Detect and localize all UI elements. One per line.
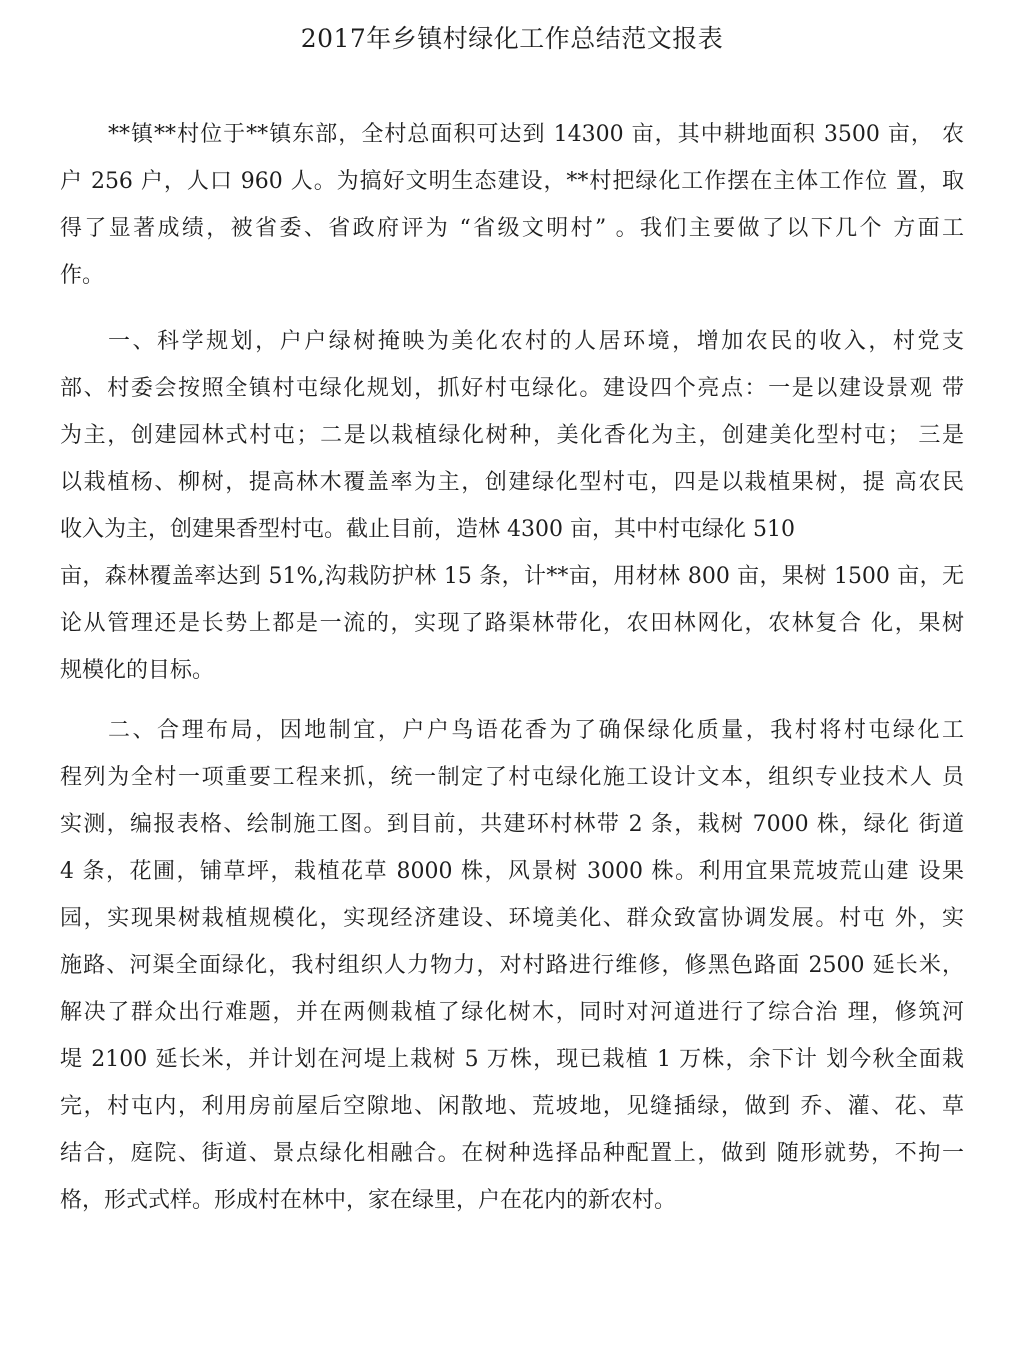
paragraph-line: 施路、河渠全面绿化，我村组织人力物力，对村路进行维修，修黑色路面 2500 延长米， [60,953,964,978]
paragraph-line: 一、科学规划，户户绿树掩映为美化农村的人居环境，增加农民的收入，村党支 [108,329,964,354]
paragraph-line: 以栽植杨、柳树，提高林木覆盖率为主，创建绿化型村屯，四是以栽植果树，提 高农民 [60,470,964,495]
paragraph-line: 二、合理布局，因地制宜，户户鸟语花香为了确保绿化质量，我村将村屯绿化工 [108,718,964,743]
paragraph-line: 收入为主，创建果香型村屯。截止目前，造林 4300 亩，其中村屯绿化 510 [60,517,795,542]
paragraph-line: 论从管理还是长势上都是一流的，实现了路渠林带化，农田林网化，农林复合 化，果树 [60,611,964,636]
paragraph-line: 完，村屯内，利用房前屋后空隙地、闲散地、荒坡地，见缝插绿，做到 乔、灌、花、草 [60,1094,964,1119]
paragraph-line: 堤 2100 延长米，并计划在河堤上栽树 5 万株，现已栽植 1 万株，余下计 划今秋全面栽 [60,1047,964,1072]
paragraph-line: **镇**村位于**镇东部，全村总面积可达到 14300 亩，其中耕地面积 3500 亩， 农 [108,122,964,147]
paragraph-line: 4 条，花圃，铺草坪，栽植花草 8000 株，风景树 3000 株。利用宜果荒坡荒山建 设果 [60,859,964,884]
paragraph-line: 得了显著成绩，被省委、省政府评为 “省级文明村” 。我们主要做了以下几个 方面工 [60,216,964,241]
paragraph-line: 格，形式式样。形成村在林中，家在绿里，户在花内的新农村。 [60,1188,677,1213]
paragraph-line: 为主，创建园林式村屯；二是以栽植绿化树种，美化香化为主，创建美化型村屯； 三是 [60,423,964,448]
paragraph-line: 部、村委会按照全镇村屯绿化规划，抓好村屯绿化。建设四个亮点：一是以建设景观 带 [60,376,964,401]
paragraph-line: 规模化的目标。 [60,658,215,683]
paragraph-1 [60,111,964,299]
paragraph-line: 作。 [60,263,105,288]
paragraph-line: 园，实现果树栽植规模化，实现经济建设、环境美化、群众致富协调发展。村屯 外，实 [60,906,964,931]
paragraph-line: 实测，编报表格、绘制施工图。到目前，共建环村林带 2 条，栽树 7000 株，绿化 街道 [60,812,964,837]
document-title: 2017年乡镇村绿化工作总结范文报表 [300,24,724,53]
paragraph-line: 户 256 户，人口 960 人。为搞好文明生态建设，**村把绿化工作摆在主体工作位 置，取 [60,169,964,194]
paragraph-line: 程列为全村一项重要工程来抓，统一制定了村屯绿化施工设计文本，组织专业技术人 员 [60,765,964,790]
paragraph-line: 结合，庭院、街道、景点绿化相融合。在树种选择品种配置上，做到 随形就势，不拘一 [60,1141,964,1166]
paragraph-3 [60,707,964,1224]
paragraph-2 [60,318,964,694]
paragraph-line: 亩，森林覆盖率达到 51%,沟栽防护林 15 条，计**亩，用材林 800 亩，果树 1500 亩，无 [60,564,964,589]
paragraph-line: 解决了群众出行难题，并在两侧栽植了绿化树木，同时对河道进行了综合治 理，修筑河 [60,1000,964,1025]
